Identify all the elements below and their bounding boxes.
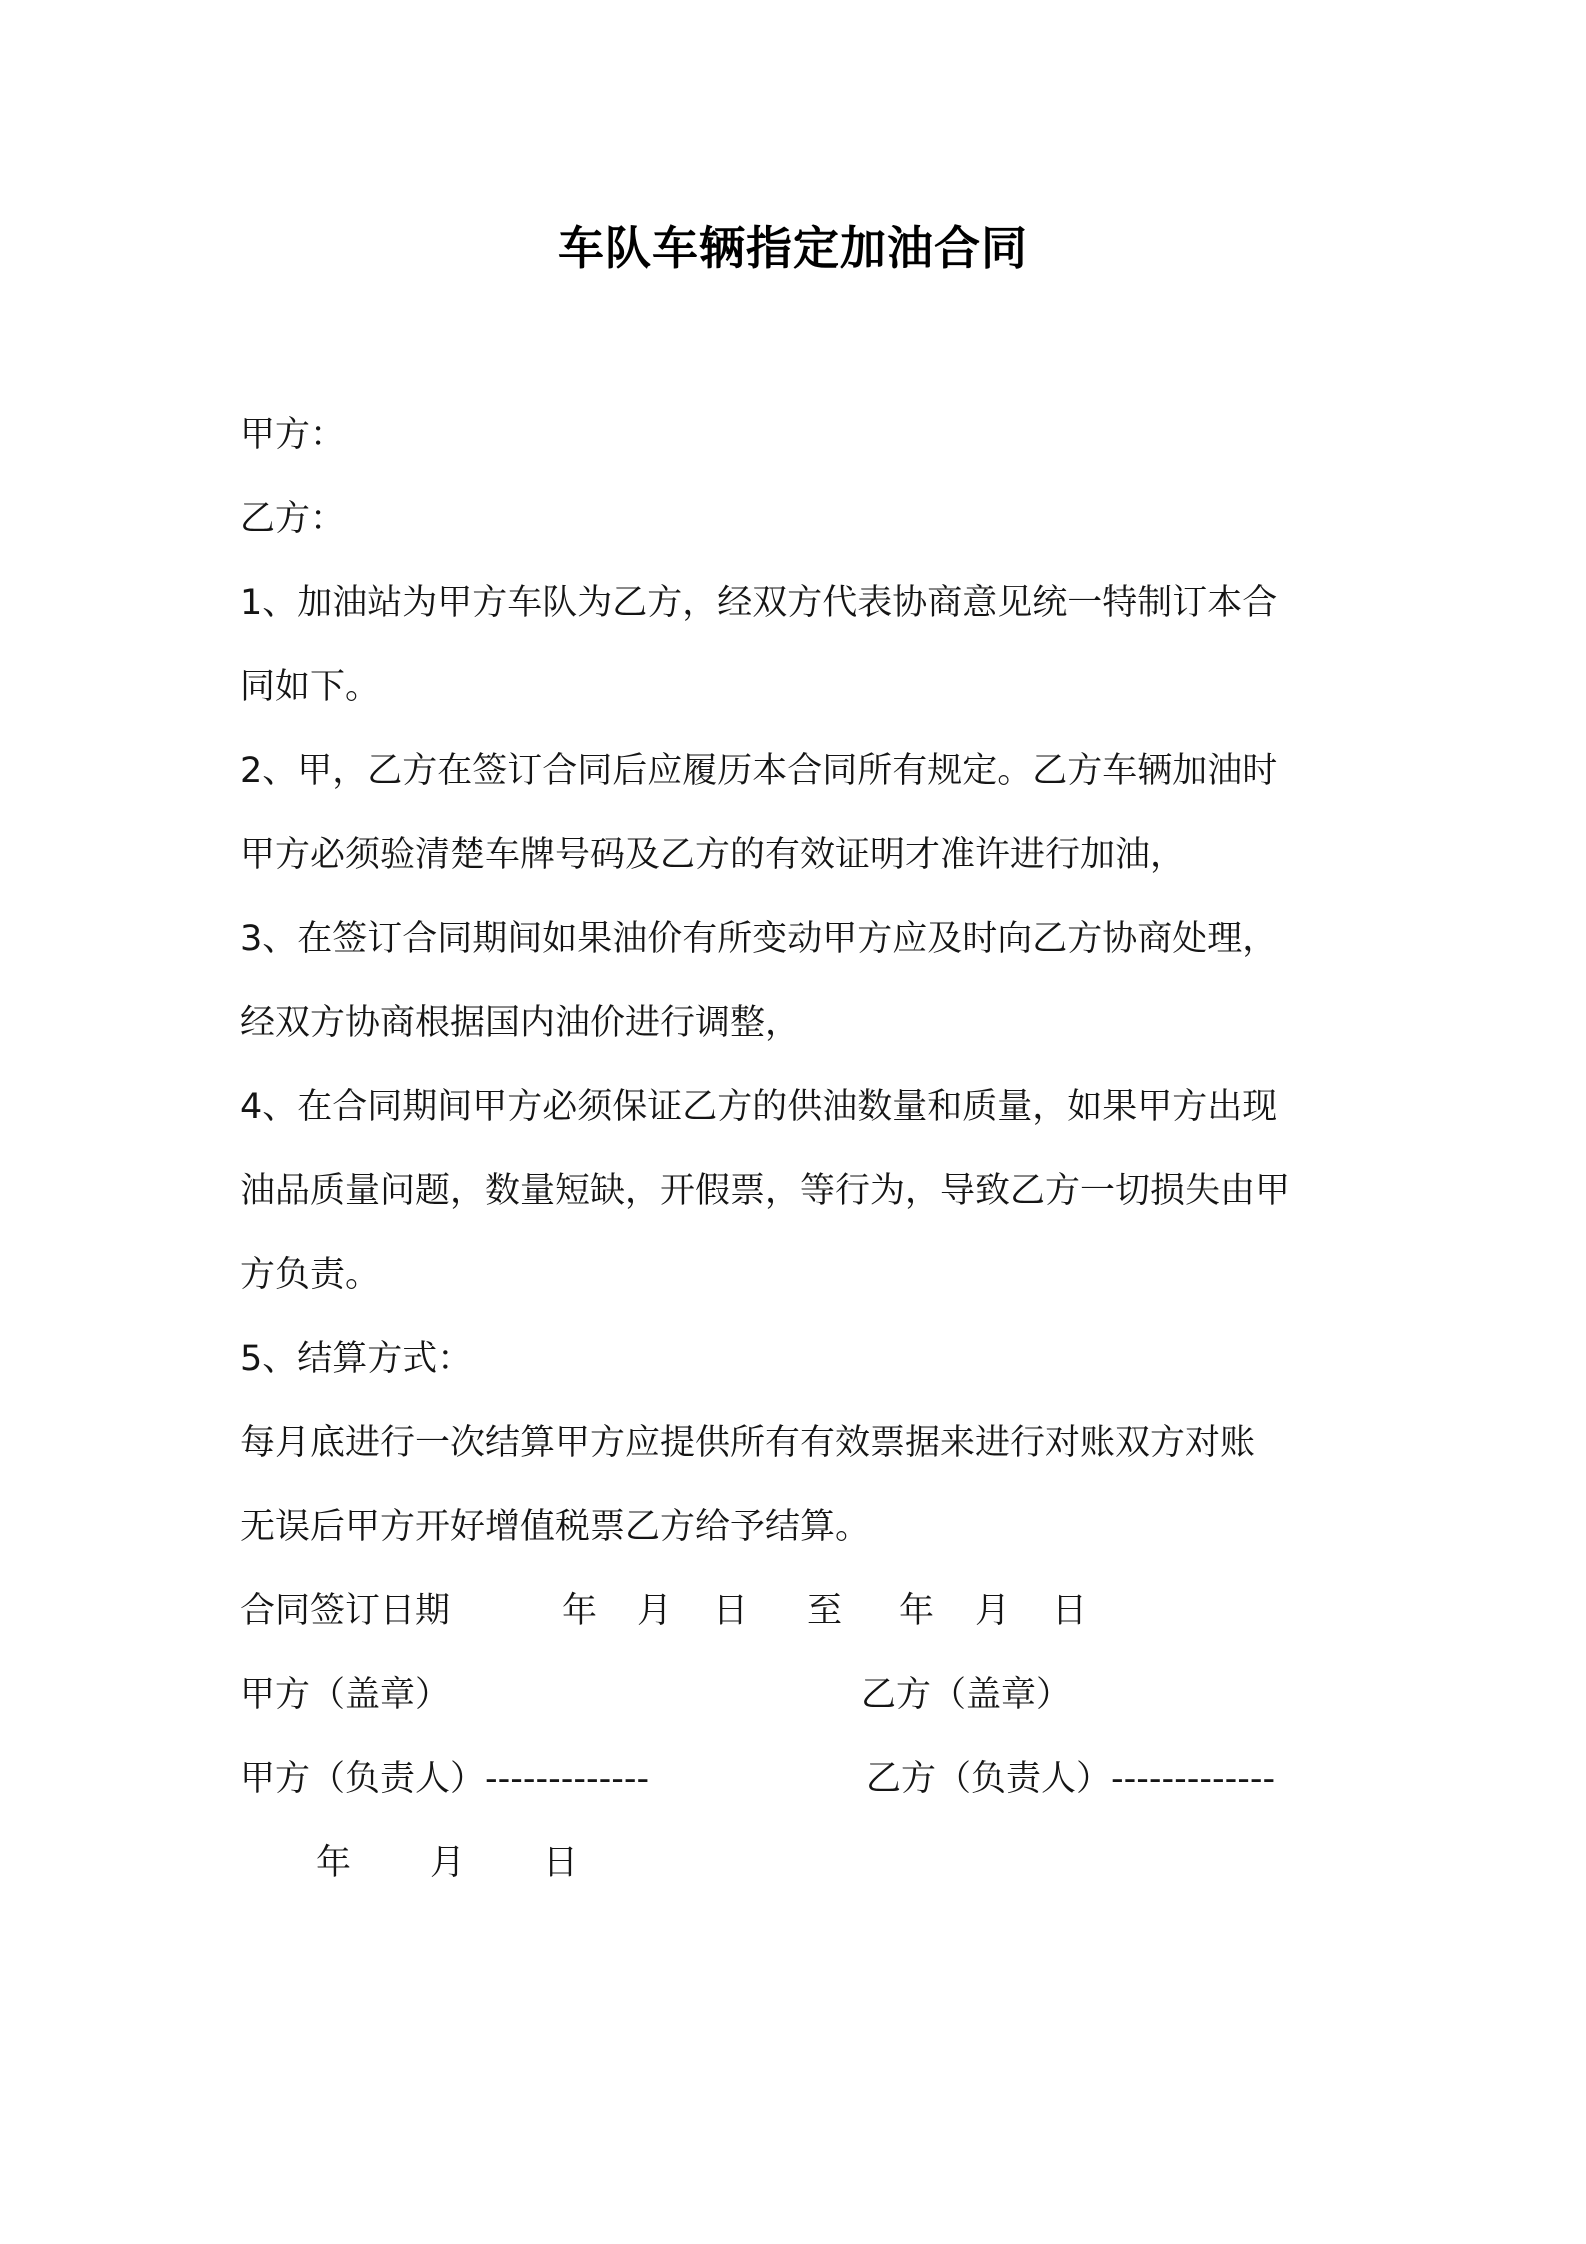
sign-date-month: 月 [430, 1843, 466, 1883]
clause-3-line-1: 3、在签订合同期间如果油价有所变动甲方应及时向乙方协商处理， [240, 919, 1278, 959]
date-to: 至 [807, 1591, 843, 1631]
party-b-label: 乙方： [240, 499, 346, 539]
sign-date-year: 年 [316, 1843, 352, 1883]
contract-date-label: 合同签订日期 [240, 1591, 451, 1631]
party-a-label: 甲方： [240, 415, 346, 455]
clause-2-line-1: 2、甲，乙方在签订合同后应履历本合同所有规定。乙方车辆加油时 [240, 751, 1278, 791]
clause-4-line-2: 油品质量问题，数量短缺，开假票，等行为，导致乙方一切损失由甲 [240, 1171, 1291, 1211]
clause-4-line-1: 4、在合同期间甲方必须保证乙方的供油数量和质量，如果甲方出现 [240, 1087, 1278, 1127]
party-a-seal-label: 甲方（盖章） [240, 1675, 451, 1715]
date-day-end: 日 [1052, 1591, 1088, 1631]
clause-3-line-2: 经双方协商根据国内油价进行调整， [240, 1003, 801, 1043]
contract-title: 车队车辆指定加油合同 [558, 221, 1028, 275]
clause-5-heading: 5、结算方式： [240, 1339, 473, 1379]
clause-4-line-3: 方负责。 [240, 1255, 381, 1295]
date-year-start: 年 [562, 1591, 598, 1631]
date-year-end: 年 [899, 1591, 935, 1631]
clause-1-line-2: 同如下。 [240, 667, 381, 707]
clause-5-line-2: 无误后甲方开好增值税票乙方给予结算。 [240, 1507, 871, 1547]
party-b-seal-label: 乙方（盖章） [861, 1675, 1072, 1715]
clause-1-line-1: 1、加油站为甲方车队为乙方，经双方代表协商意见统一特制订本合 [240, 583, 1278, 623]
sign-date-day: 日 [543, 1843, 579, 1883]
date-day-start: 日 [713, 1591, 749, 1631]
party-a-representative-line: 甲方（负责人）------------- [240, 1759, 650, 1799]
clause-2-line-2: 甲方必须验清楚车牌号码及乙方的有效证明才准许进行加油， [240, 835, 1186, 875]
clause-5-line-1: 每月底进行一次结算甲方应提供所有有效票据来进行对账双方对账 [240, 1423, 1256, 1463]
date-month-start: 月 [637, 1591, 673, 1631]
party-b-representative-line: 乙方（负责人）------------- [866, 1759, 1276, 1799]
date-month-end: 月 [975, 1591, 1011, 1631]
